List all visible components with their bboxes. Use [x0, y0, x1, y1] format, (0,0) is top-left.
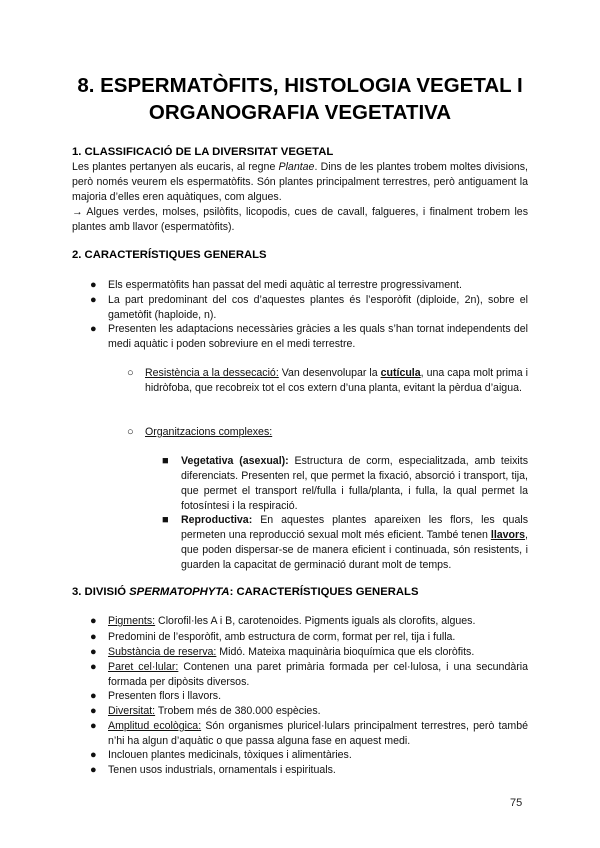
section-2-heading: 2. CARACTERÍSTIQUES GENERALS	[72, 249, 267, 261]
section-3-item-pigments: Pigments: Clorofil·les A i B, carotenoides. Pigments iguals als clorofits, algues.	[108, 615, 476, 627]
bullet-dot: ●	[90, 279, 97, 291]
section-3-item-inclouen: Inclouen plantes medicinals, tòxiques i alimentàries.	[108, 749, 352, 761]
section-3-item-diversitat: Diversitat: Trobem més de 380.000 espècies.	[108, 705, 321, 717]
bullet-dot: ●	[90, 690, 97, 702]
bullet-dot: ●	[90, 294, 97, 306]
section-3-item-predomini: Predomini de l’esporòfit, amb estructura de corm, format per rel, tija i fulla.	[108, 631, 456, 643]
bullet-circle: ○	[127, 426, 134, 438]
sub-sub-bullet-reproductiva: Reproductiva: En aquestes plantes apareixen les flors, les quals permeten una reproducció sexual molt més eficient. També tenen llavors, que poden dispersar-se de manera eficient i continuada, són resistents, i guarden la capacitat de germinació durant molt de temps.	[181, 514, 528, 571]
section-3-item-reserva: Substància de reserva: Midó. Mateixa maquinària bioquímica que els cloròfits.	[108, 646, 475, 658]
section-3-item-flors: Presenten flors i llavors.	[108, 690, 222, 702]
bullet-square: ■	[162, 455, 169, 467]
section-1-paragraph: Les plantes pertanyen als eucaris, al regne Plantae. Dins de les plantes trobem moltes divisions, però només veurem els espermatòfits. Són plantes principalment terrestres, però antiguament la majoria d’elles eren aquàtiques, com algues.	[72, 161, 528, 203]
section-3-item-paret: Paret cel·lular: Contenen una paret primària formada per cel·lulosa, i una secundària formada per dipòsits diversos.	[108, 661, 528, 688]
sub-bullet-dessecacio: Resistència a la dessecació: Van desenvolupar la cutícula, una capa molt prima i hidròfoba, que recobreix tot el cos extern d’una planta, evitant la pèrdua d’aigua.	[145, 367, 528, 394]
section-1-arrow-paragraph: → Algues verdes, molses, psilòfits, licopodis, cues de cavall, falgueres, i finalment trobem les plantes amb llavor (espermatòfits).	[72, 206, 528, 233]
section-2-bullet: Els espermatòfits han passat del medi aquàtic al terrestre progressivament.	[108, 279, 462, 291]
bullet-dot: ●	[90, 631, 97, 643]
sub-bullet-organitzacions: Organitzacions complexes:	[145, 426, 273, 438]
page-number: 75	[510, 797, 523, 809]
bullet-circle: ○	[127, 367, 134, 379]
section-1-heading: 1. CLASSIFICACIÓ DE LA DIVERSITAT VEGETAL	[72, 146, 334, 158]
bullet-dot: ●	[90, 705, 97, 717]
bullet-dot: ●	[90, 646, 97, 658]
section-3-item-amplitud: Amplitud ecològica: Són organismes pluricel·lulars principalment terrestres, però també n’hi ha algun d’aquàtic o que passa alguna fase en aquest medi.	[108, 720, 528, 747]
page-title: 8. ESPERMATÒFITS, HISTOLOGIA VEGETAL I ORGANOGRAFIA VEGETATIVA	[77, 74, 523, 124]
section-2-bullet: Presenten les adaptacions necessàries gràcies a les quals s’han tornat independents del medi aquàtic i poden sobreviure en el medi terrestre.	[108, 323, 528, 350]
bullet-dot: ●	[90, 661, 97, 673]
bullet-dot: ●	[90, 749, 97, 761]
bullet-square: ■	[162, 514, 169, 526]
bullet-dot: ●	[90, 720, 97, 732]
bullet-dot: ●	[90, 764, 97, 776]
section-3-item-usos: Tenen usos industrials, ornamentals i espirituals.	[108, 764, 336, 776]
section-2-bullet: La part predominant del cos d’aquestes plantes és l’esporòfit (diploide, 2n), sobre el gametòfit (haploide, n).	[108, 294, 528, 321]
sub-sub-bullet-vegetativa: Vegetativa (asexual): Estructura de corm, especialitzada, amb teixits diferenciats. Presenten rel, que permet la fixació, absorció i transport, tija, que permet el transport rel/fulla i fulla/planta, i fulla, la qual permet la fotosíntesi i la respiració.	[181, 455, 528, 512]
bullet-dot: ●	[90, 323, 97, 335]
section-3-heading: 3. DIVISIÓ SPERMATOPHYTA: CARACTERÍSTIQUES GENERALS	[72, 586, 419, 598]
bullet-dot: ●	[90, 615, 97, 627]
